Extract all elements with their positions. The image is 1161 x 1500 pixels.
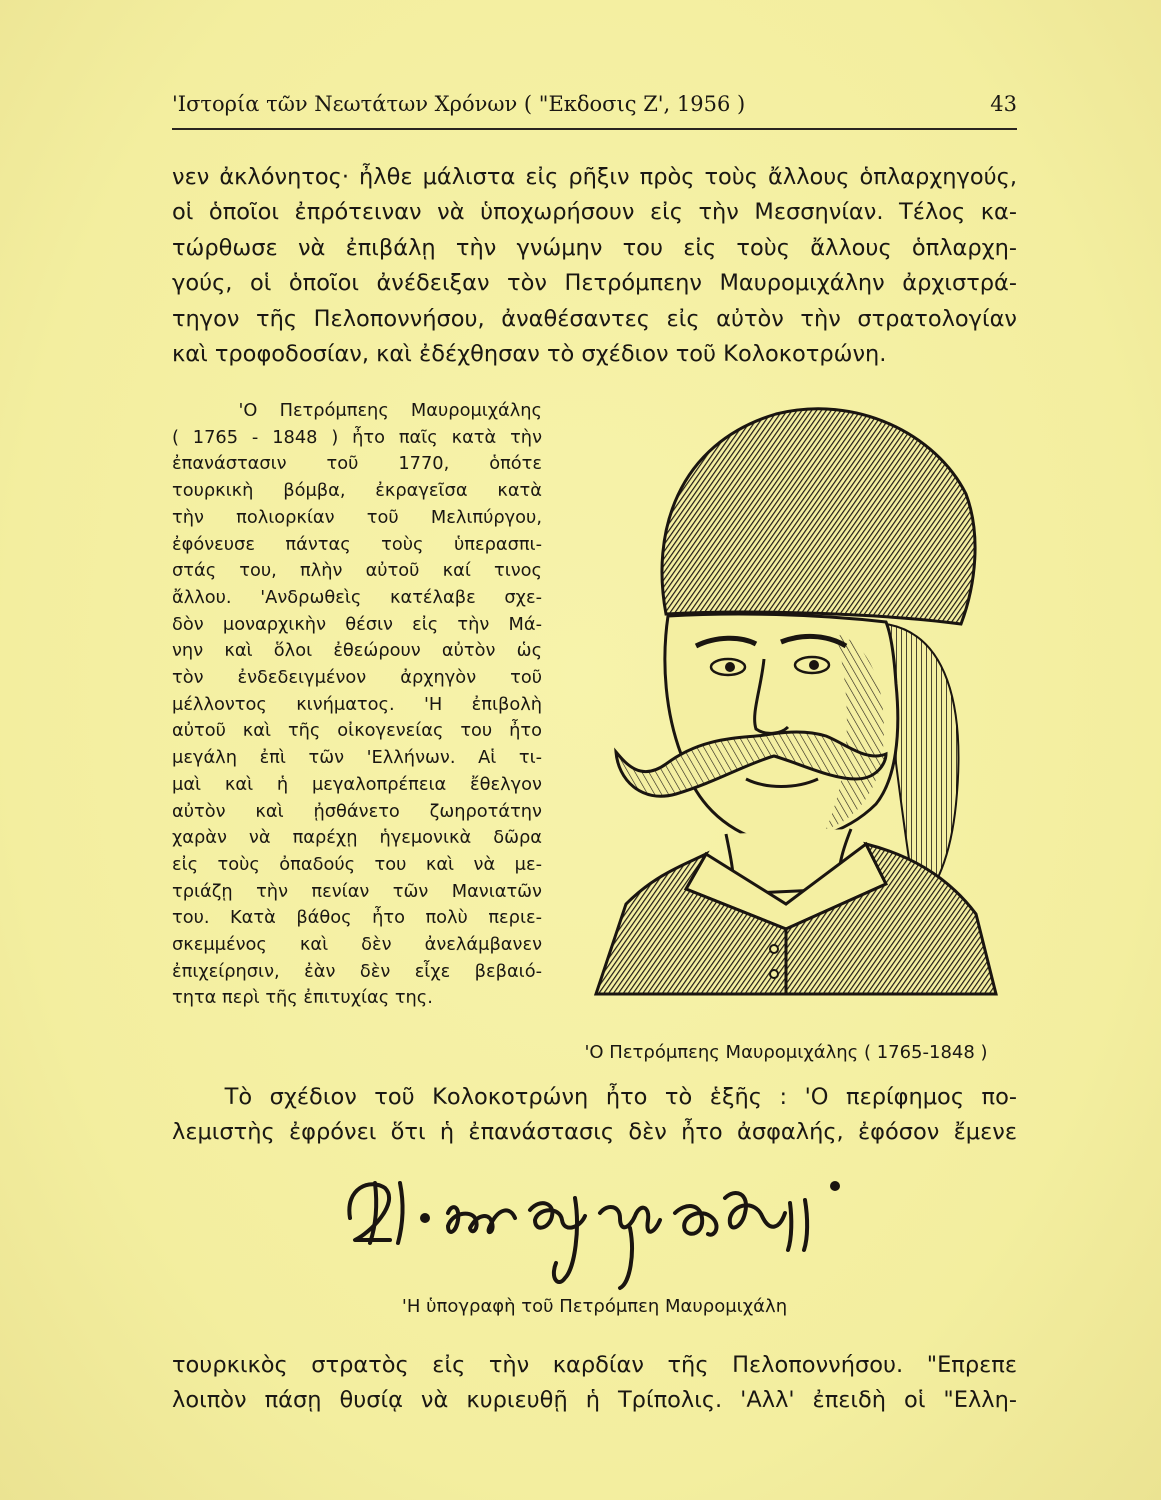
- text-line: αὐτὸν καὶ ᾐσθάνετο ζωηροτάτην: [172, 800, 542, 822]
- text-line: μαὶ καὶ ἡ μεγαλοπρέπεια ἔθελγον: [172, 773, 542, 795]
- signature-image: [330, 1158, 870, 1298]
- portrait-caption: 'Ο Πετρόμπεης Μαυρομιχάλης ( 1765-1848 ): [584, 1042, 988, 1063]
- text-line: ἐπιχείρησιν, ἐὰν δὲν εἶχε βεβαιό-: [172, 960, 542, 982]
- text-line: αὐτοῦ καὶ τῆς οἰκογενείας του ἦτο: [172, 720, 542, 742]
- text-line: τριάζῃ τὴν πενίαν τῶν Μανιατῶν: [172, 880, 542, 902]
- portrait-engraving: [556, 384, 1016, 1004]
- text-line: δὸν μοναρχικὴν θέσιν εἰς τὴν Μά-: [172, 613, 542, 635]
- biography-column: [172, 398, 542, 1012]
- text-line: νην καὶ ὅλοι ἐθεώρουν αὐτὸν ὡς: [172, 640, 542, 662]
- text-line: λοιπὸν πάσῃ θυσίᾳ νὰ κυριευθῇ ἡ Τρίπολις. 'Αλλ' ἐπειδὴ οἱ "Ελλη-: [172, 1387, 1017, 1414]
- running-header: [172, 92, 1017, 126]
- text-line: τουρκικὸς στρατὸς εἰς τὴν καρδίαν τῆς Πελοποννήσου. "Επρεπε: [172, 1352, 1017, 1378]
- header-rule: [172, 128, 1017, 130]
- signature-caption: 'Η ὑπογραφὴ τοῦ Πετρόμπεη Μαυρομιχάλη: [401, 1296, 788, 1317]
- text-line: τὴν πολιορκίαν τοῦ Μελιπύργου,: [172, 506, 542, 528]
- text-line: γούς, οἱ ὁποῖοι ἀνέδειξαν τὸν Πετρόμπεην Μαυρομιχάλην ἀρχιστρά-: [172, 270, 1017, 297]
- text-line: στάς του, πλὴν αὐτοῦ καί τινος: [172, 560, 542, 582]
- text-line: μέλλοντος κινήματος. 'Η ἐπιβολὴ: [172, 693, 542, 715]
- paragraph-3: [172, 1348, 1017, 1419]
- text-line: νεν ἀκλόνητος· ἦλθε μάλιστα εἰς ρῆξιν πρὸς τοὺς ἄλλους ὁπλαρχηγούς,: [172, 164, 1017, 190]
- text-line: οἱ ὁποῖοι ἐπρότειναν νὰ ὑποχωρήσουν εἰς τὴν Μεσσηνίαν. Τέλος κα-: [172, 199, 1017, 226]
- running-title: 'Ιστορία τῶν Νεωτάτων Χρόνων ( "Εκδοσις Ζ', 1956 ): [172, 92, 746, 116]
- text-line: ἐπανάστασιν τοῦ 1770, ὁπότε: [172, 453, 542, 475]
- text-line: 'Ο Πετρόμπεης Μαυρομιχάλης: [172, 400, 542, 421]
- text-line: Τὸ σχέδιον τοῦ Κολοκοτρώνη ἦτο τὸ ἑξῆς : 'Ο περίφημος πο-: [172, 1084, 1017, 1110]
- fez-hat: [662, 409, 975, 624]
- text-line: μεγάλη ἐπὶ τῶν 'Ελλήνων. Αἱ τι-: [172, 747, 542, 769]
- text-line: ἄλλου. 'Ανδρωθεὶς κατέλαβε σχε-: [172, 586, 542, 608]
- text-line: τητα περὶ τῆς ἐπιτυχίας της.: [172, 987, 433, 1009]
- text-line: τώρθωσε νὰ ἐπιβάλῃ τὴν γνώμην του εἰς τοὺς ἄλλους ὁπλαρχη-: [172, 234, 1017, 261]
- text-line: τὸν ἐνδεδειγμένον ἀρχηγὸν τοῦ: [172, 667, 542, 689]
- text-line: καὶ τροφοδοσίαν, καὶ ἐδέχθησαν τὸ σχέδιον τοῦ Κολοκοτρώνη.: [172, 341, 887, 368]
- paragraph-1: [172, 160, 1017, 372]
- text-line: λεμιστὴς ἐφρόνει ὅτι ἡ ἐπανάστασις δὲν ἦτο ἀσφαλής, ἐφόσον ἔμενε: [172, 1119, 1017, 1146]
- text-line: του. Κατὰ βάθος ἦτο πολὺ περιε-: [172, 907, 542, 929]
- text-line: ( 1765 - 1848 ) ἦτο παῖς κατὰ τὴν: [172, 426, 542, 448]
- text-line: χαρὰν νὰ παρέχῃ ἡγεμονικὰ δῶρα: [172, 827, 542, 849]
- text-line: τουρκικὴ βόμβα, ἐκραγεῖσα κατὰ: [172, 480, 542, 502]
- text-line: τηγον τῆς Πελοποννήσου, ἀναθέσαντες εἰς αὐτὸν τὴν στρατολογίαν: [172, 305, 1017, 332]
- text-line: σκεμμένος καὶ δὲν ἀνελάμβανεν: [172, 934, 542, 956]
- page-number: 43: [990, 92, 1017, 116]
- paragraph-2: [172, 1080, 1017, 1151]
- text-line: εἰς τοὺς ὀπαδούς του καὶ νὰ με-: [172, 853, 542, 875]
- text-line: ἐφόνευσε πάντας τοὺς ὑπερασπι-: [172, 533, 542, 555]
